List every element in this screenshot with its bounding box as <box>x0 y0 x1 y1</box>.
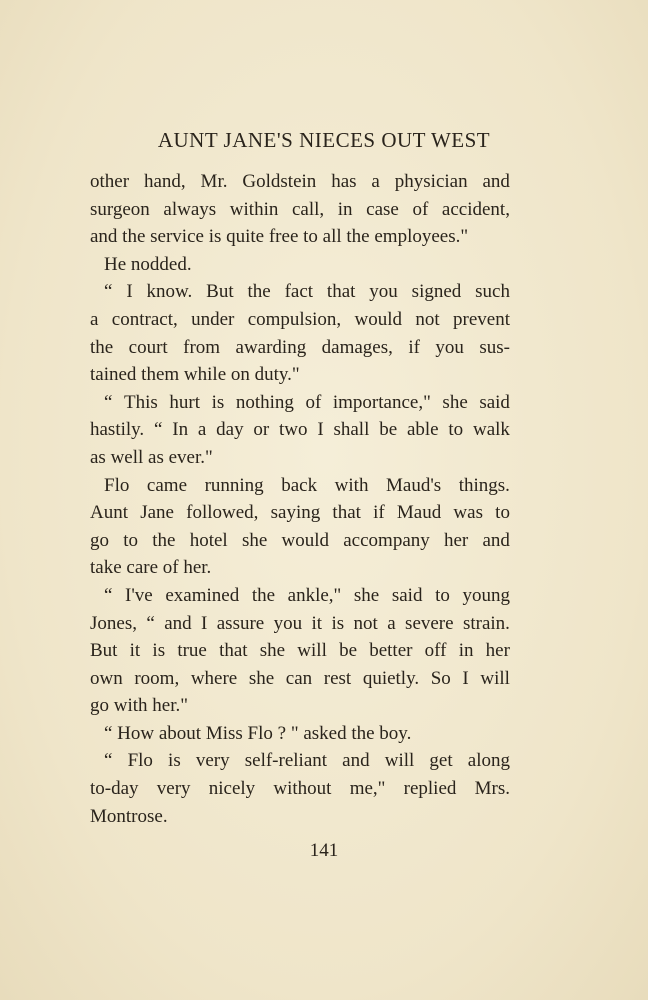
text-line: a contract, under compulsion, would not prevent <box>90 308 510 330</box>
text-line: and the service is quite free to all the employees." <box>90 226 469 248</box>
text-line: “ How about Miss Flo ? " asked the boy. <box>104 722 412 744</box>
text-line: other hand, Mr. Goldstein has a physician and <box>90 171 510 192</box>
text-line: “ I've examined the ankle," she said to young <box>104 584 510 606</box>
text-line: He nodded. <box>104 253 192 275</box>
text-line: surgeon always within call, in case of accident, <box>90 198 510 220</box>
text-line: own room, where she can rest quietly. So I will <box>90 667 510 689</box>
text-line: Flo came running back with Maud's things. <box>104 474 510 496</box>
text-line: take care of her. <box>90 557 212 579</box>
text-line: tained them while on duty." <box>90 364 300 386</box>
page-number: 141 <box>309 840 339 861</box>
text-line: go to the hotel she would accompany her and <box>90 529 510 551</box>
text-line: “ This hurt is nothing of importance," she said <box>104 391 510 413</box>
text-line: Aunt Jane followed, saying that if Maud was to <box>90 502 510 524</box>
text-line: Montrose. <box>90 805 168 827</box>
text-line: “ I know. But the fact that you signed such <box>104 281 510 303</box>
text-line: to-day very nicely without me," replied Mrs. <box>90 778 510 800</box>
text-line: the court from awarding damages, if you sus- <box>90 336 510 358</box>
page-body-text <box>90 168 510 830</box>
text-line: “ Flo is very self-reliant and will get along <box>104 750 510 772</box>
text-line: hastily. “ In a day or two I shall be able to walk <box>90 419 510 441</box>
text-line: Jones, “ and I assure you it is not a severe strain. <box>90 612 510 634</box>
running-head: AUNT JANE'S NIECES OUT WEST <box>157 128 491 152</box>
text-line: But it is true that she will be better off in her <box>90 640 510 662</box>
text-line: go with her." <box>90 695 188 717</box>
text-line: as well as ever." <box>90 446 213 468</box>
